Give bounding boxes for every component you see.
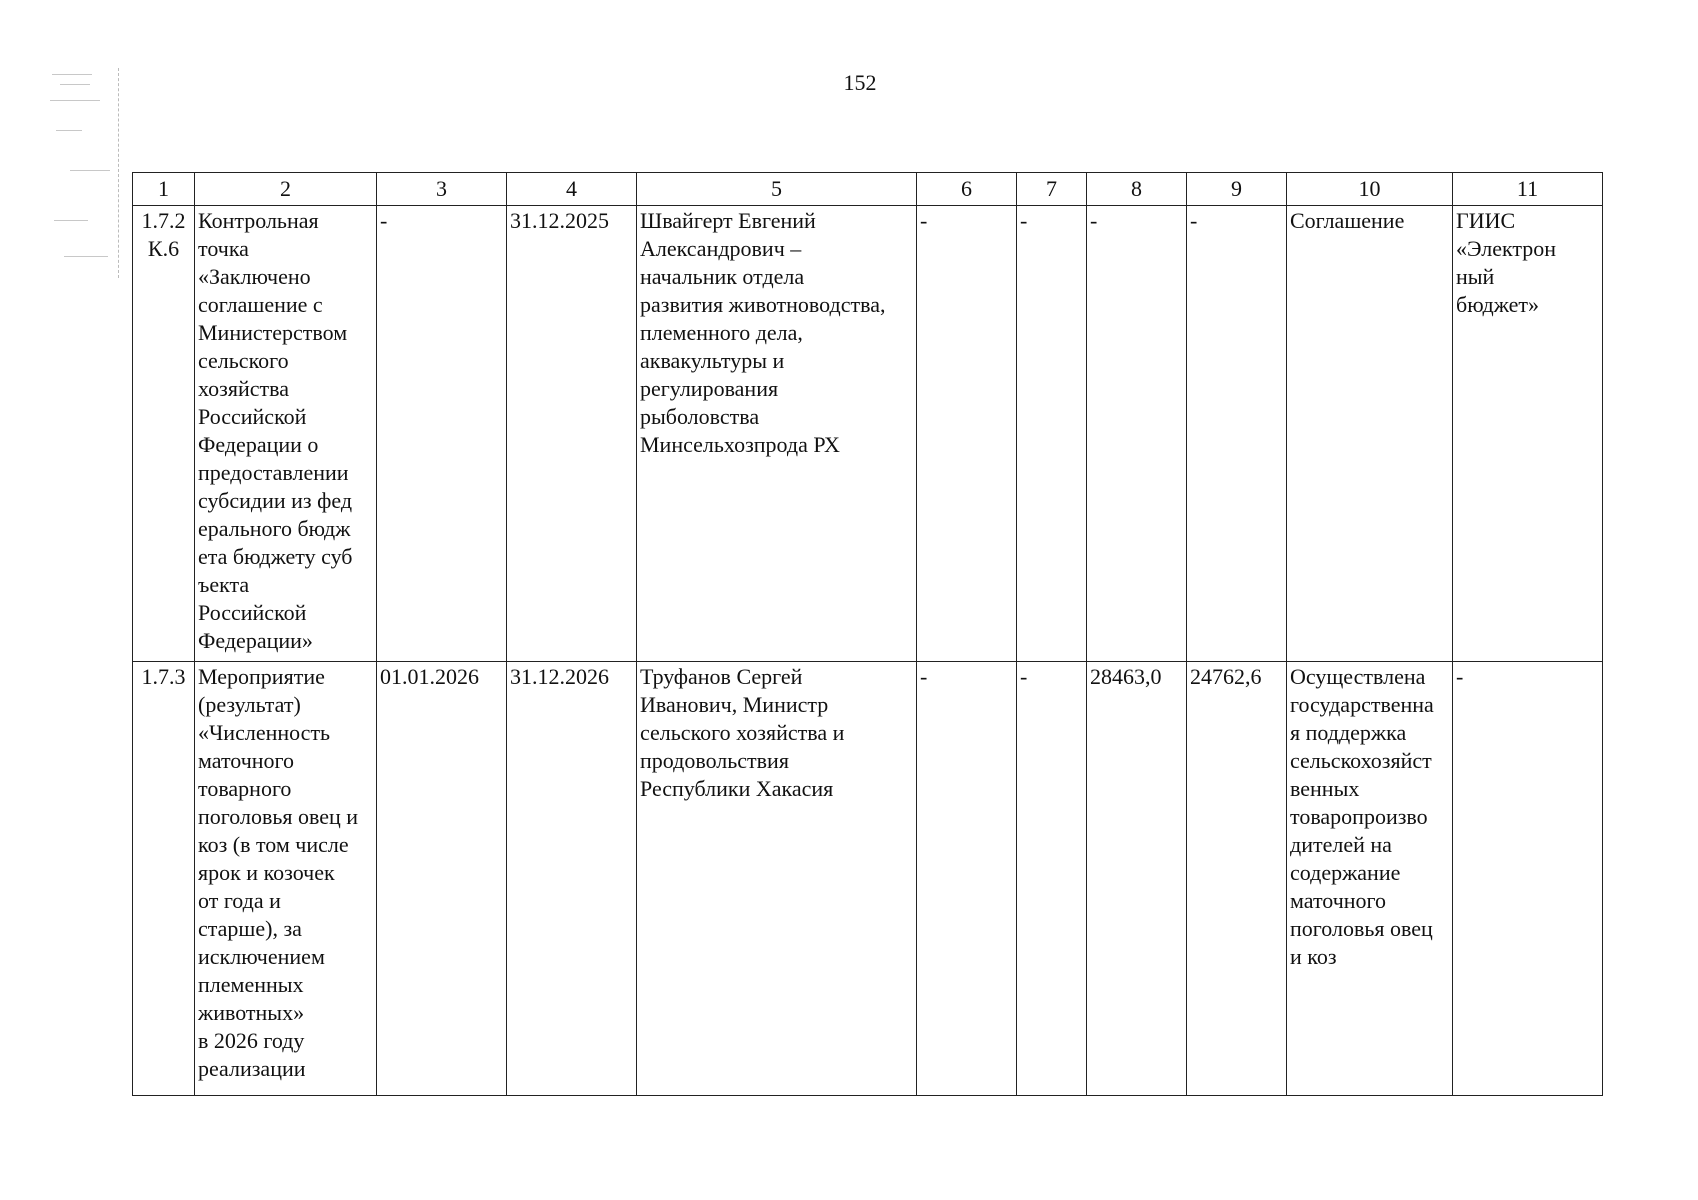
column-header: 4	[507, 173, 637, 206]
scan-edge-line	[118, 68, 120, 278]
scan-noise	[50, 70, 116, 280]
responsible: Труфанов Сергей Иванович, Министр сельского хозяйства и продовольствия Республики Хакасия	[637, 662, 917, 1096]
info-system: ГИИС «Электрон ный бюджет»	[1453, 206, 1603, 662]
row-number: 1.7.2 К.6	[133, 206, 195, 662]
column-header: 6	[917, 173, 1017, 206]
column-header: 9	[1187, 173, 1287, 206]
cell-8: -	[1087, 206, 1187, 662]
start-date: -	[377, 206, 507, 662]
cell-7: -	[1017, 662, 1087, 1096]
header-row	[133, 173, 1603, 206]
row-number: 1.7.3	[133, 662, 195, 1096]
end-date: 31.12.2026	[507, 662, 637, 1096]
responsible: Швайгерт Евгений Александрович – начальник отдела развития животноводства, племенного дела, аквакультуры и регулирования рыболовства Минсельхозпрода РХ	[637, 206, 917, 662]
column-header: 2	[195, 173, 377, 206]
column-header: 1	[133, 173, 195, 206]
result-description: Соглашение	[1287, 206, 1453, 662]
column-header: 7	[1017, 173, 1087, 206]
document-table	[132, 172, 1603, 1096]
cell-9: 24762,6	[1187, 662, 1287, 1096]
start-date: 01.01.2026	[377, 662, 507, 1096]
column-header: 11	[1453, 173, 1603, 206]
page-number: 152	[843, 70, 877, 95]
table-row	[133, 662, 1603, 1096]
column-header: 3	[377, 173, 507, 206]
row-name: Мероприятие (результат) «Численность маточного товарного поголовья овец и коз (в том числе ярок и козочек от года и старше), за исключением племенных животных» в 2026 году реализации	[195, 662, 377, 1096]
cell-9: -	[1187, 206, 1287, 662]
end-date: 31.12.2025	[507, 206, 637, 662]
column-header: 8	[1087, 173, 1187, 206]
result-description: Осуществлена государственна я поддержка сельскохозяйст венных товаропроизво дителей на содержание маточного поголовья овец и коз	[1287, 662, 1453, 1096]
info-system: -	[1453, 662, 1603, 1096]
table-row	[133, 206, 1603, 662]
cell-6: -	[917, 206, 1017, 662]
column-header: 5	[637, 173, 917, 206]
cell-8: 28463,0	[1087, 662, 1187, 1096]
column-header: 10	[1287, 173, 1453, 206]
row-name: Контрольная точка «Заключено соглашение с Министерством сельского хозяйства Российской Федерации о предоставлении субсидии из фед ерального бюдж ета бюджету суб ъекта Российской Федерации»	[195, 206, 377, 662]
cell-6: -	[917, 662, 1017, 1096]
cell-7: -	[1017, 206, 1087, 662]
